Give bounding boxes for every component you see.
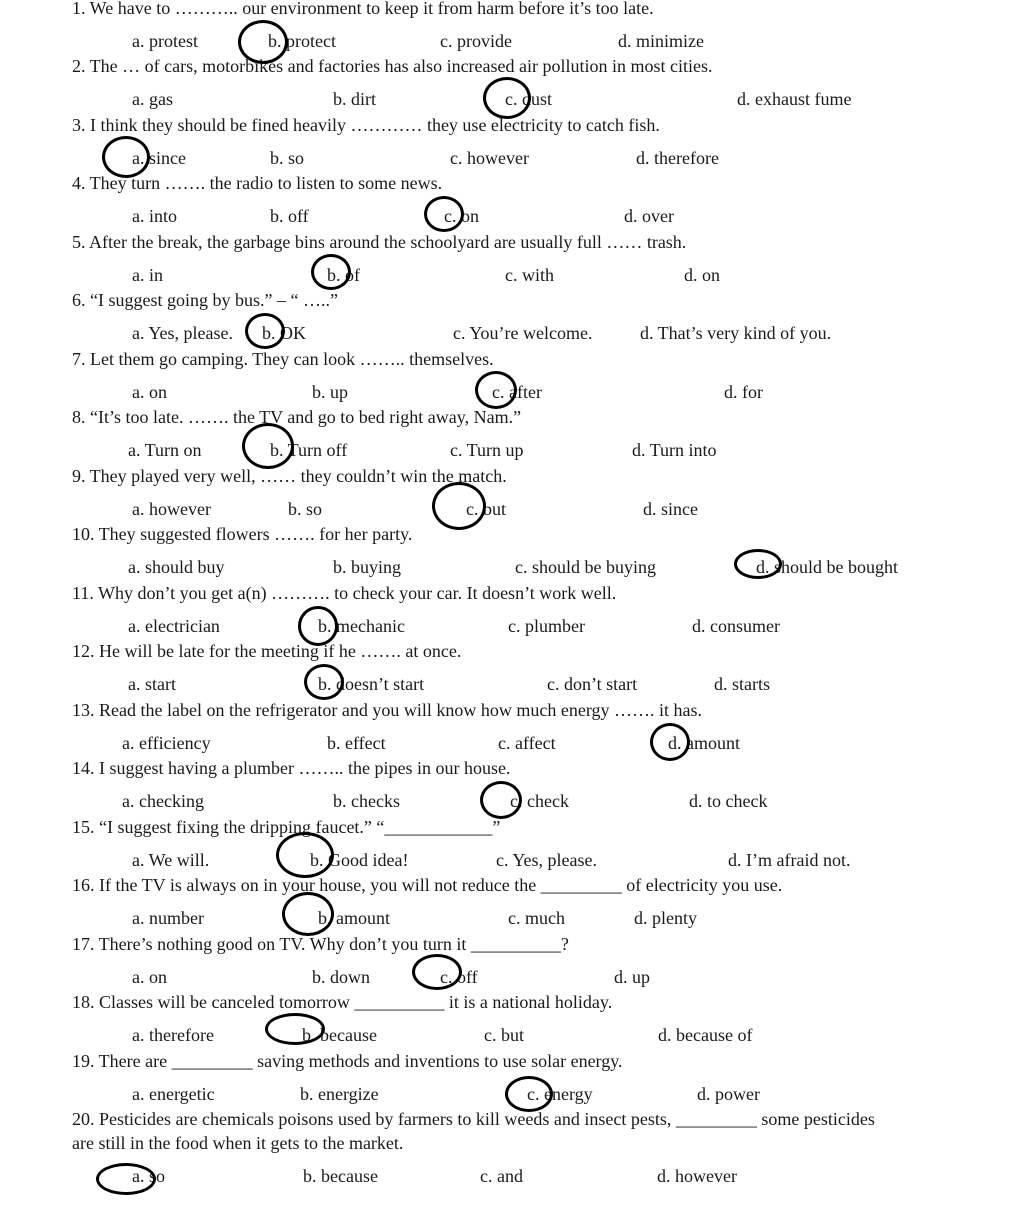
q9-option-c[interactable]: c. but [466,499,506,519]
question-6-text: 6. “I suggest going by bus.” – “ …..” [72,290,338,310]
q15-option-c[interactable]: c. Yes, please. [496,850,597,870]
q7-option-c[interactable]: c. after [492,382,542,402]
q1-option-d[interactable]: d. minimize [618,31,704,51]
q17-option-b[interactable]: b. down [312,967,370,987]
q9-option-d[interactable]: d. since [643,499,698,519]
question-16-text: 16. If the TV is always on in your house, you will not reduce the _________ of electricity you use. [72,875,783,895]
question-20-text: 20. Pesticides are chemicals poisons used by farmers to kill weeds and insect pests, _________ some pesticides [72,1109,875,1129]
q14-option-b[interactable]: b. checks [333,791,400,811]
q7-option-d[interactable]: d. for [724,382,763,402]
question-12-text: 12. He will be late for the meeting if he ……. at once. [72,641,462,661]
q11-option-a[interactable]: a. electrician [128,616,220,636]
question-14-text: 14. I suggest having a plumber …….. the pipes in our house. [72,758,511,778]
q10-option-a[interactable]: a. should buy [128,557,225,577]
q6-option-b[interactable]: b. OK [262,323,306,343]
q6-option-c[interactable]: c. You’re welcome. [453,323,593,343]
q16-option-a[interactable]: a. number [132,908,204,928]
q17-option-a[interactable]: a. on [132,967,167,987]
q2-option-a[interactable]: a. gas [132,89,173,109]
question-11-text: 11. Why don’t you get a(n) ………. to check your car. It doesn’t work well. [72,583,617,603]
question-19-text: 19. There are _________ saving methods and inventions to use solar energy. [72,1051,623,1071]
q3-option-a[interactable]: a. since [132,148,186,168]
q4-option-d[interactable]: d. over [624,206,674,226]
question-10-text: 10. They suggested flowers ……. for her party. [72,524,413,544]
question-15-text: 15. “I suggest fixing the dripping faucet.” “____________” [72,817,501,837]
q1-option-a[interactable]: a. protest [132,31,198,51]
q8-option-a[interactable]: a. Turn on [128,440,202,460]
q5-option-a[interactable]: a. in [132,265,163,285]
question-7-text: 7. Let them go camping. They can look …….. themselves. [72,349,494,369]
q9-option-a[interactable]: a. however [132,499,211,519]
q5-option-c[interactable]: c. with [505,265,554,285]
q18-option-c[interactable]: c. but [484,1025,524,1045]
question-4-text: 4. They turn ……. the radio to listen to some news. [72,173,443,193]
q20-option-d[interactable]: d. however [657,1166,737,1186]
q1-option-b[interactable]: b. protect [268,31,336,51]
question-3-text: 3. I think they should be fined heavily ………… they use electricity to catch fish. [72,115,660,135]
q12-option-c[interactable]: c. don’t start [547,674,638,694]
q11-option-c[interactable]: c. plumber [508,616,585,636]
q19-option-b[interactable]: b. energize [300,1084,379,1104]
q16-option-d[interactable]: d. plenty [634,908,697,928]
q14-option-a[interactable]: a. checking [122,791,204,811]
q6-option-d[interactable]: d. That’s very kind of you. [640,323,832,343]
q2-option-b[interactable]: b. dirt [333,89,376,109]
q10-option-c[interactable]: c. should be buying [515,557,656,577]
q12-option-d[interactable]: d. starts [714,674,770,694]
q16-option-c[interactable]: c. much [508,908,565,928]
q20-option-c[interactable]: c. and [480,1166,523,1186]
q19-option-a[interactable]: a. energetic [132,1084,215,1104]
q13-option-b[interactable]: b. effect [327,733,386,753]
question-2-text: 2. The … of cars, motorbikes and factories has also increased air pollution in most cities. [72,56,713,76]
q8-option-b[interactable]: b. Turn off [270,440,348,460]
q11-option-b[interactable]: b. mechanic [318,616,405,636]
q10-option-d[interactable]: d. should be bought [756,557,898,577]
question-1-text: 1. We have to ……….. our environment to keep it from harm before it’s too late. [72,0,654,18]
q12-option-b[interactable]: b. doesn’t start [318,674,425,694]
q17-option-c[interactable]: c. off [440,967,478,987]
q7-option-b[interactable]: b. up [312,382,348,402]
q8-option-d[interactable]: d. Turn into [632,440,717,460]
q3-option-d[interactable]: d. therefore [636,148,719,168]
q6-option-a[interactable]: a. Yes, please. [132,323,233,343]
q16-option-b[interactable]: b. amount [318,908,390,928]
q13-option-d[interactable]: d. amount [668,733,740,753]
q7-option-a[interactable]: a. on [132,382,167,402]
q13-option-a[interactable]: a. efficiency [122,733,211,753]
question-18-text: 18. Classes will be canceled tomorrow __________ it is a national holiday. [72,992,613,1012]
q14-option-d[interactable]: d. to check [689,791,768,811]
q8-option-c[interactable]: c. Turn up [450,440,524,460]
q9-option-b[interactable]: b. so [288,499,323,519]
q12-option-a[interactable]: a. start [128,674,176,694]
q5-option-b[interactable]: b. of [327,265,360,285]
question-13-text: 13. Read the label on the refrigerator and you will know how much energy ……. it has. [72,700,703,720]
q19-option-c[interactable]: c. energy [527,1084,593,1104]
question-9-text: 9. They played very well, …… they couldn’t win the match. [72,466,507,486]
question-20-text-continued: are still in the food when it gets to the market. [72,1133,404,1153]
q20-option-b[interactable]: b. because [303,1166,378,1186]
q18-option-d[interactable]: d. because of [658,1025,753,1045]
q19-option-d[interactable]: d. power [697,1084,760,1104]
q15-option-a[interactable]: a. We will. [132,850,210,870]
q2-option-c[interactable]: c. dust [505,89,552,109]
q15-option-b[interactable]: b. Good idea! [310,850,409,870]
q3-option-c[interactable]: c. however [450,148,529,168]
q5-option-d[interactable]: d. on [684,265,720,285]
q2-option-d[interactable]: d. exhaust fume [737,89,852,109]
q18-option-b[interactable]: b. because [302,1025,377,1045]
q17-option-d[interactable]: d. up [614,967,650,987]
q14-option-c[interactable]: c. check [510,791,569,811]
question-8-text: 8. “It’s too late. ……. the TV and go to bed right away, Nam.” [72,407,522,427]
q3-option-b[interactable]: b. so [270,148,305,168]
q4-option-a[interactable]: a. into [132,206,177,226]
q18-option-a[interactable]: a. therefore [132,1025,214,1045]
q20-option-a[interactable]: a. so [132,1166,165,1186]
q15-option-d[interactable]: d. I’m afraid not. [728,850,851,870]
q4-option-c[interactable]: c. on [444,206,479,226]
q4-option-b[interactable]: b. off [270,206,309,226]
q11-option-d[interactable]: d. consumer [692,616,780,636]
q10-option-b[interactable]: b. buying [333,557,402,577]
q13-option-c[interactable]: c. affect [498,733,556,753]
question-17-text: 17. There’s nothing good on TV. Why don’t you turn it __________? [72,934,569,954]
question-5-text: 5. After the break, the garbage bins around the schoolyard are usually full …… trash. [72,232,687,252]
q1-option-c[interactable]: c. provide [440,31,512,51]
